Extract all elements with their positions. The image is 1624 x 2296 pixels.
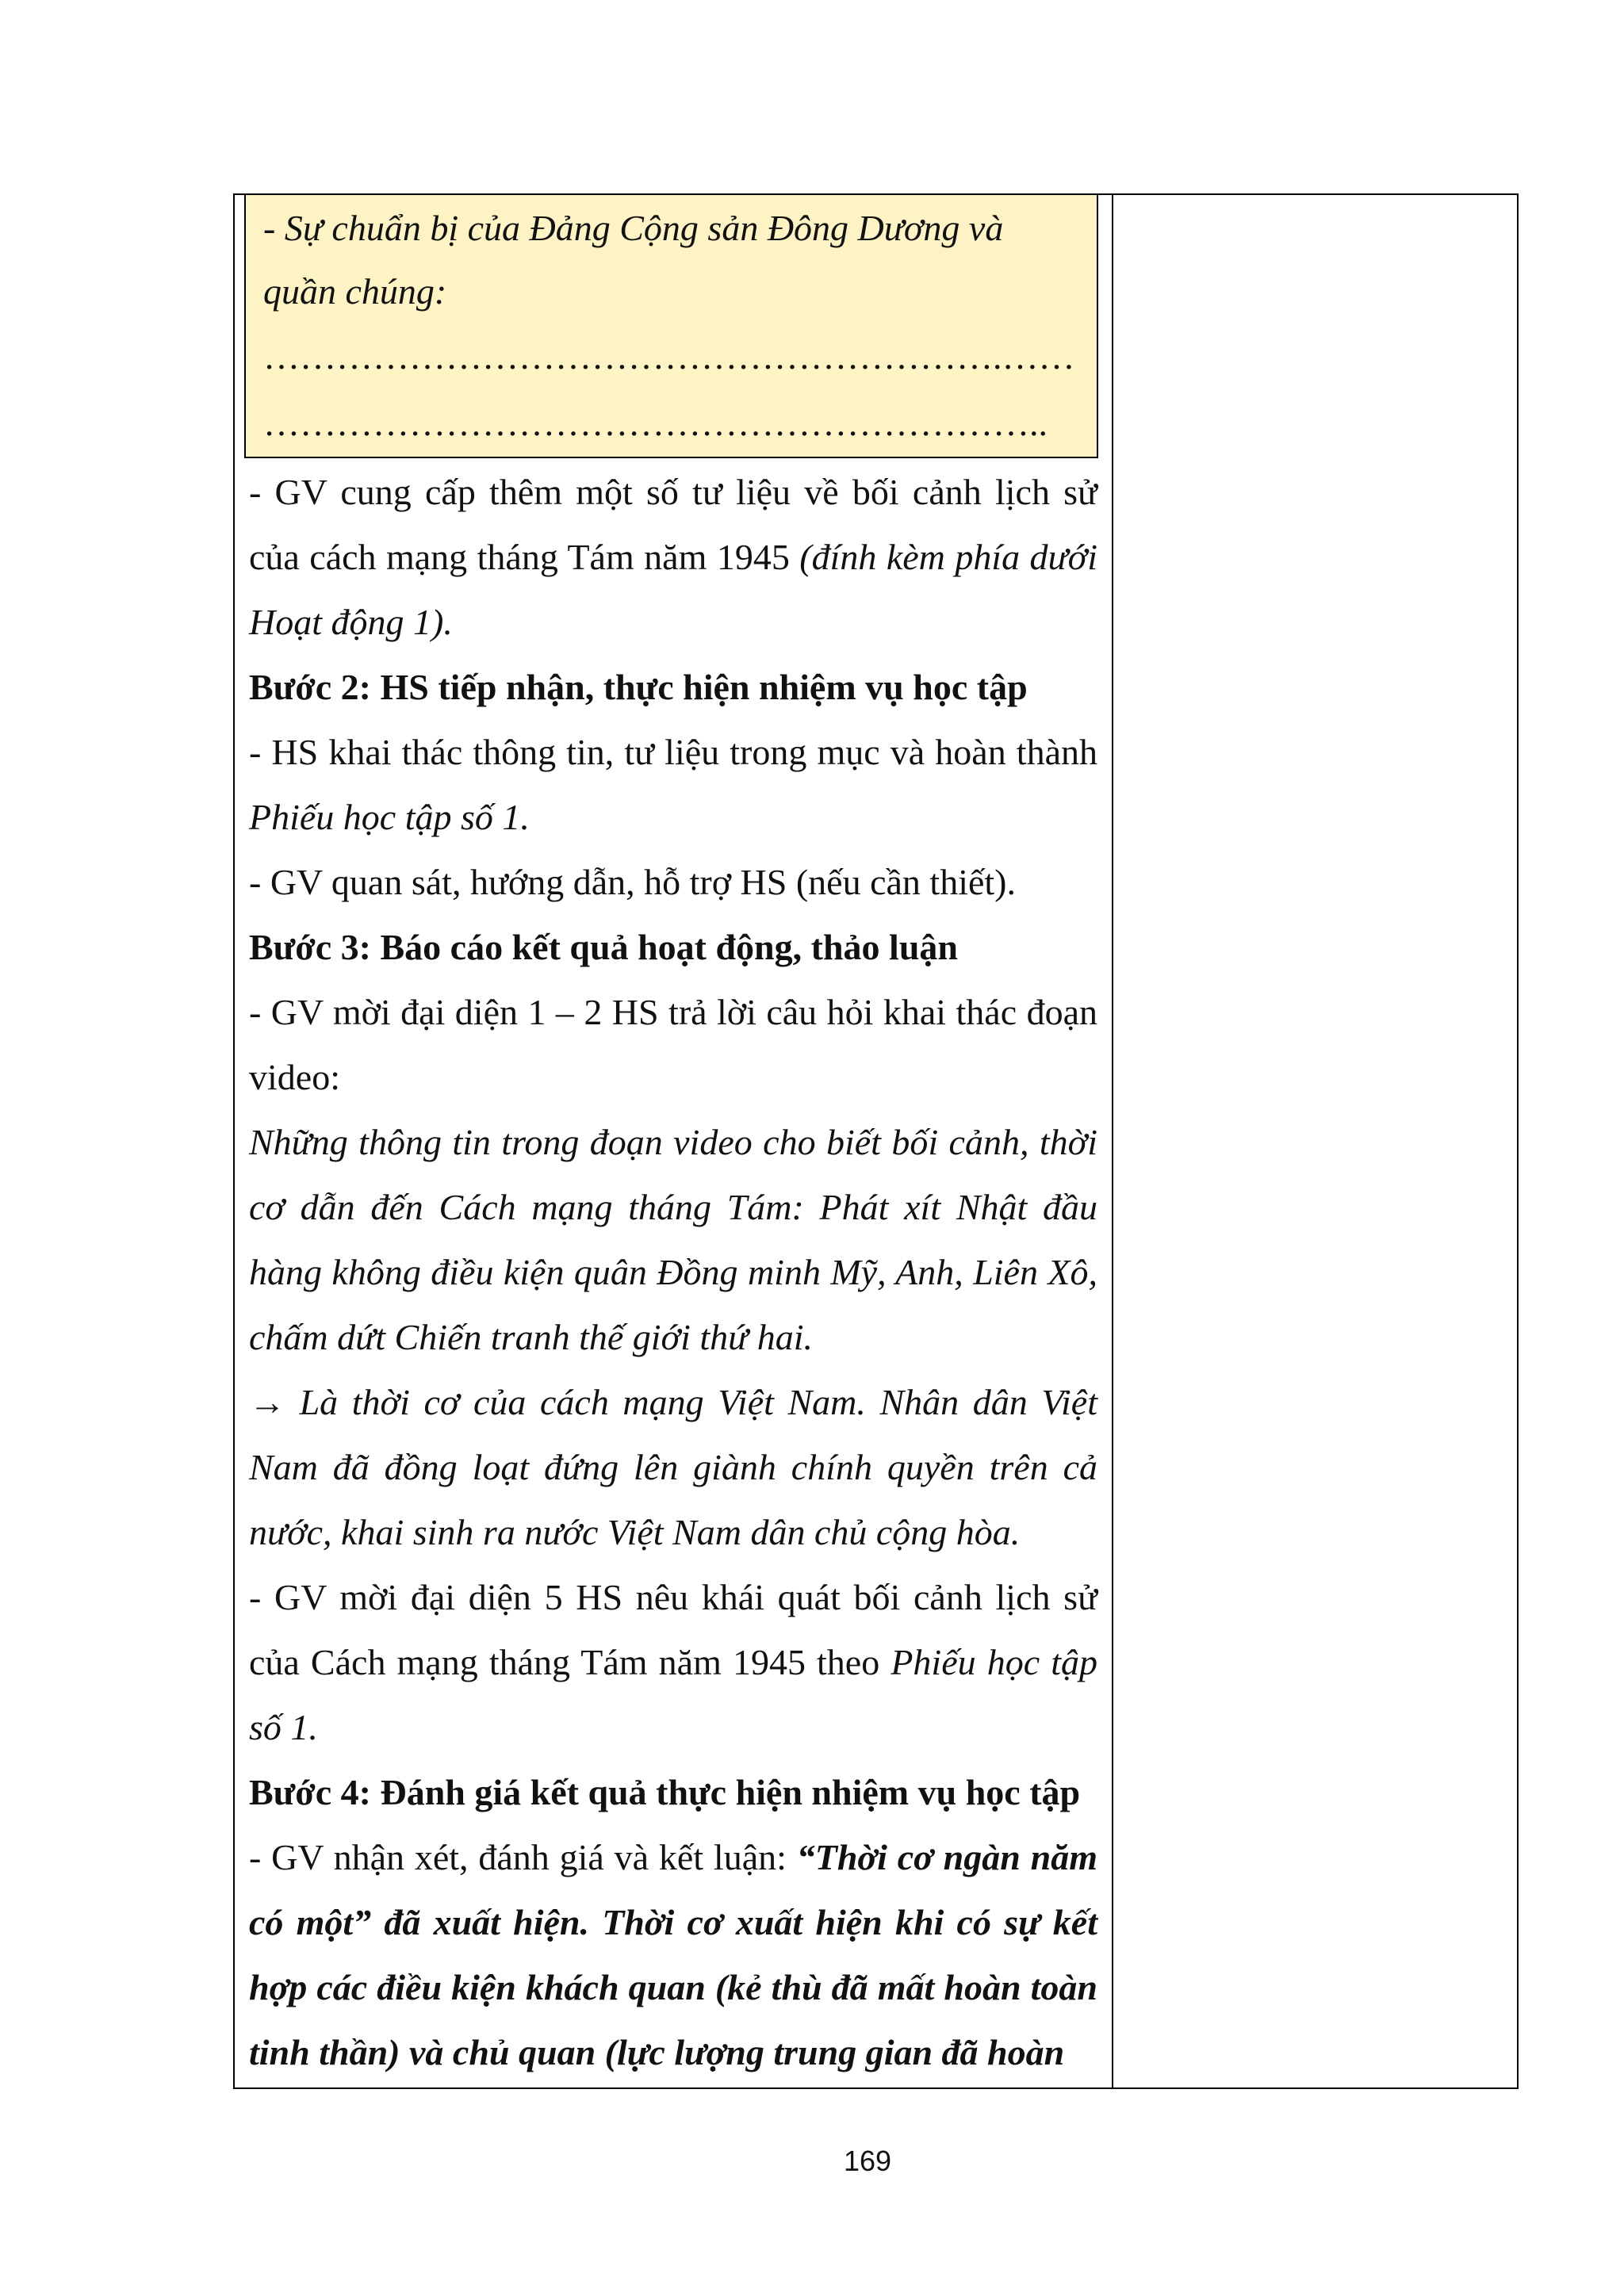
paragraph: Những thông tin trong đoạn video cho biết bối cảnh, thời cơ dẫn đến Cách mạng tháng Tám: Phát xít Nhật đầu hàng không điều kiện quân Đồng minh Mỹ, Anh, Liên Xô, chấm dứt Chiến tranh thế giới thứ hai. (249, 1122, 1097, 1357)
lesson-table (233, 193, 1519, 2089)
worksheet-answer-line: ……………………………………………………….. (263, 403, 1048, 443)
paragraph: - GV mời đại diện 1 – 2 HS trả lời câu hỏi khai thác đoạn video: (249, 992, 1097, 1097)
paragraph: - GV nhận xét, đánh giá và kết luận: “Thời cơ ngàn năm có một” đã xuất hiện. Thời cơ xuất hiện khi có sự kết hợp các điều kiện khách quan (kẻ thù đã mất hoàn toàn tinh thần) và chủ quan (lực lượng trung gian đã hoàn (249, 1837, 1098, 2072)
paragraph: - GV mời đại diện 5 HS nêu khái quát bối cảnh lịch sử của Cách mạng tháng Tám năm 1945 theo Phiếu học tập số 1. (249, 1577, 1097, 1747)
worksheet-heading: - Sự chuẩn bị của Đảng Cộng sản Đông Dương và quần chúng: (263, 208, 1004, 312)
paragraph: - GV cung cấp thêm một số tư liệu về bối cảnh lịch sử của cách mạng tháng Tám năm 1945 (đính kèm phía dưới Hoạt động 1). (249, 472, 1097, 642)
paragraph: → Là thời cơ của cách mạng Việt Nam. Nhân dân Việt Nam đã đồng loạt đứng lên giành chính quyền trên cả nước, khai sinh ra nước Việt Nam dân chủ cộng hòa. (249, 1382, 1097, 1552)
notes-column (1113, 195, 1517, 2087)
paragraph: - GV quan sát, hướng dẫn, hỗ trợ HS (nếu cần thiết). (249, 862, 1016, 902)
paragraph: - HS khai thác thông tin, tư liệu trong mục và hoàn thành Phiếu học tập số 1. (249, 732, 1097, 837)
page-number: 169 (843, 2145, 892, 2177)
step-3-heading: Bước 3: Báo cáo kết quả hoạt động, thảo luận (249, 927, 958, 967)
worksheet-answer-line: …………………………………………………….…… (263, 336, 1075, 377)
worksheet-box (244, 195, 1098, 458)
activity-body (249, 460, 1097, 2085)
step-2-heading: Bước 2: HS tiếp nhận, thực hiện nhiệm vụ học tập (249, 667, 1028, 707)
activity-column (235, 195, 1113, 2087)
step-4-heading: Bước 4: Đánh giá kết quả thực hiện nhiệm vụ học tập (249, 1772, 1081, 1812)
